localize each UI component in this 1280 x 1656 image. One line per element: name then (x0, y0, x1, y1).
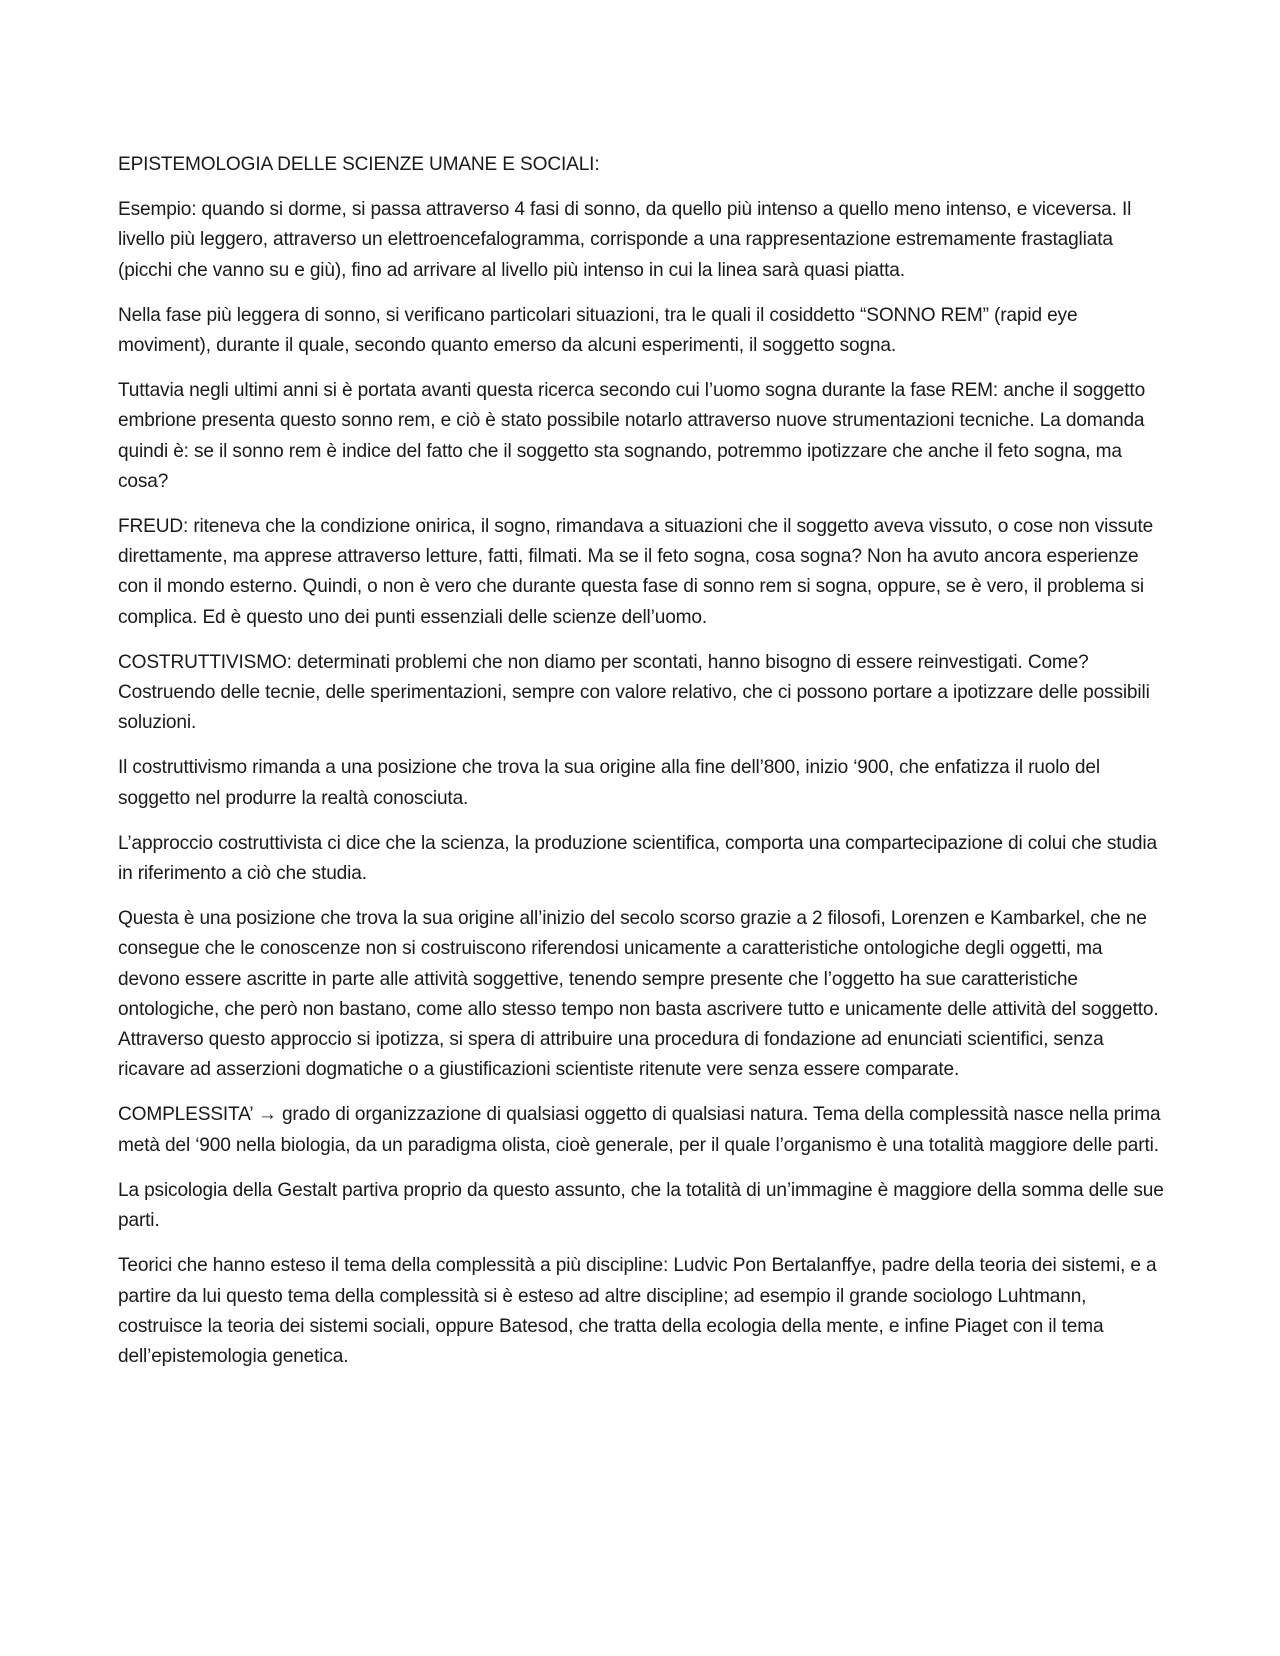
paragraph-gestalt: La psicologia della Gestalt partiva proprio da questo assunto, che la totalità di un’immagine è maggiore della somma delle sue parti. (118, 1179, 1164, 1232)
paragraph-sleep-phases: Esempio: quando si dorme, si passa attraverso 4 fasi di sonno, da quello più intenso a quello meno intenso, e viceversa. Il livello più leggero, attraverso un elettroencefalogramma, corrisponde a una rappresentazione estremamente frastagliata (picchi che vanno su e giù), fino ad arrivare al livello più intenso in cui la linea sarà quasi piatta. (118, 199, 1132, 281)
paragraph-freud: FREUD: riteneva che la condizione onirica, il sogno, rimandava a situazioni che il soggetto aveva vissuto, o cose non vissute direttamente, ma apprese attraverso letture, fatti, filmati. Ma se il feto sogna, cosa sogna? Non ha avuto ancora esperienze con il mondo esterno. Quindi, o non è vero che durante questa fase di sonno rem si sogna, oppure, se è vero, il problema si complica. Ed è questo uno dei punti essenziali delle scienze dell’uomo. (118, 516, 1154, 628)
document-page (118, 150, 1164, 1387)
paragraph-approccio-costruttivista: L’approccio costruttivista ci dice che la scienza, la produzione scientifica, comporta una compartecipazione di colui che studia in riferimento a ciò che studia. (118, 832, 1157, 885)
paragraph-lorenzen-kambarkel: Questa è una posizione che trova la sua origine all’inizio del secolo scorso grazie a 2 filosofi, Lorenzen e Kambarkel, che ne consegue che le conoscenze non si costruiscono riferendosi unicamente a caratteristiche ontologiche degli oggetti, ma devono essere ascritte in parte alle attività soggettive, tenendo sempre presente che l’oggetto ha sue caratteristiche ontologiche, che però non bastano, come allo stesso tempo non basta ascrivere tutto e unicamente delle attività del soggetto. Attraverso questo approccio si ipotizza, si spera di attribuire una procedura di fondazione ad enunciati scientifici, senza ricavare ad asserzioni dogmatiche o a giustificazioni scientiste ritenute vere senza essere comparate. (118, 908, 1159, 1081)
paragraph-complessita: COMPLESSITA’ → grado di organizzazione di qualsiasi oggetto di qualsiasi natura. Tema della complessità nasce nella prima metà del ‘900 nella biologia, da un paradigma olista, cioè generale, per il quale l’organismo è una totalità maggiore delle parti. (118, 1104, 1161, 1156)
document-title: EPISTEMOLOGIA DELLE SCIENZE UMANE E SOCIALI: (118, 154, 600, 175)
paragraph-teorici: Teorici che hanno esteso il tema della complessità a più discipline: Ludvic Pon Bertalanffye, padre della teoria dei sistemi, e a partire da lui questo tema della complessità si è esteso ad altre discipline; ad esempio il grande sociologo Luhtmann, costruisce la teoria dei sistemi sociali, oppure Batesod, che tratta della ecologia della mente, e infine Piaget con il tema dell’epistemologia genetica. (118, 1255, 1157, 1367)
paragraph-rem-sleep: Nella fase più leggera di sonno, si verificano particolari situazioni, tra le quali il cosiddetto “SONNO REM” (rapid eye moviment), durante il quale, secondo quanto emerso da alcuni esperimenti, il soggetto sogna. (118, 304, 1078, 357)
paragraph-costruttivismo-origin: Il costruttivismo rimanda a una posizione che trova la sua origine alla fine dell’800, inizio ‘900, che enfatizza il ruolo del soggetto nel produrre la realtà conosciuta. (118, 757, 1100, 809)
paragraph-embryo-rem: Tuttavia negli ultimi anni si è portata avanti questa ricerca secondo cui l’uomo sogna durante la fase REM: anche il soggetto embrione presenta questo sonno rem, e ciò è stato possibile notarlo attraverso nuove strumentazioni tecniche. La domanda quindi è: se il sonno rem è indice del fatto che il soggetto sta sognando, potremmo ipotizzare che anche il feto sogna, ma cosa? (118, 380, 1146, 492)
paragraph-costruttivismo: COSTRUTTIVISMO: determinati problemi che non diamo per scontati, hanno bisogno di essere reinvestigati. Come? Costruendo delle tecnie, delle sperimentazioni, sempre con valore relativo, che ci possono portare a ipotizzare delle possibili soluzioni. (118, 651, 1150, 734)
